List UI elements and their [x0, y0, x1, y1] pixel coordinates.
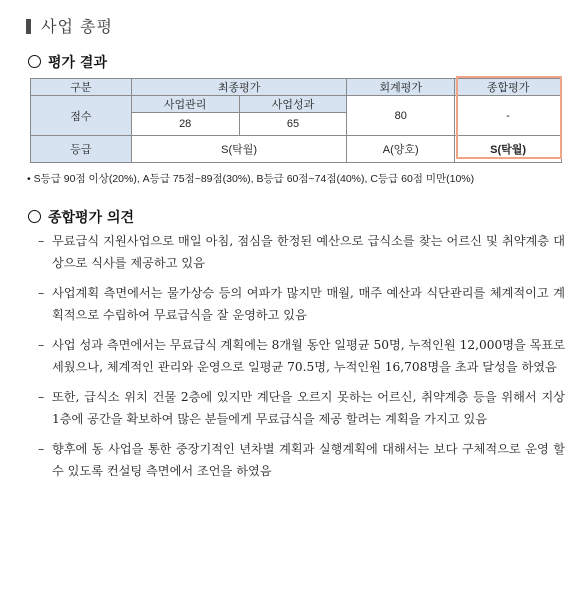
- overall-highlight-box: [456, 76, 562, 159]
- col-overall-header: 종합평가: [455, 79, 562, 96]
- opinion-heading: [28, 207, 134, 227]
- dash-icon: –: [38, 390, 45, 404]
- sub-business-mgmt-header: 사업관리: [131, 96, 239, 113]
- opinion-heading-text: 종합평가 의견: [48, 210, 135, 226]
- section-title: [26, 14, 113, 37]
- row-grade-header: 등급: [31, 136, 132, 163]
- row-score-header: 점수: [31, 96, 132, 136]
- grade-accounting-cell: A(양호): [347, 136, 455, 163]
- dash-icon: –: [38, 442, 45, 456]
- list-item: [38, 334, 565, 378]
- score-accounting-cell: 80: [347, 96, 455, 136]
- list-item: [38, 282, 565, 326]
- list-item-text: 또한, 급식소 위치 건물 2층에 있지만 계단을 오르지 못하는 어르신, 취약계층 등을 위해서 지상 1층에 공간을 확보하여 많은 분들에게 무료급식을 제공 할려는 계획을 가지고 있음: [52, 390, 565, 426]
- list-item-text: 향후에 동 사업을 통한 중장기적인 년차별 계획과 실행계획에 대해서는 보다 구체적으로 운영 할 수 있도록 컨설팅 측면에서 조언을 하였음: [52, 442, 565, 478]
- eval-result-heading: [28, 52, 107, 72]
- score-business-mgmt-cell: 28: [131, 113, 239, 136]
- col-final-header: 최종평가: [131, 79, 347, 96]
- score-business-result-cell: 65: [239, 113, 347, 136]
- section-title-text: 사업 총평: [41, 17, 113, 36]
- grade-overall-cell: S(탁월): [455, 136, 562, 163]
- col-category-header: 구분: [31, 79, 132, 96]
- sub-business-result-header: 사업성과: [239, 96, 347, 113]
- section-bar-icon: [26, 19, 31, 34]
- opinion-list: [38, 230, 565, 490]
- dash-icon: –: [38, 234, 45, 248]
- list-item: [38, 230, 565, 274]
- grade-final-cell: S(탁월): [131, 136, 347, 163]
- list-item-text: 사업계획 측면에서는 물가상승 등의 여파가 많지만 매월, 매주 예산과 식단관리를 체계적이고 계획적으로 수립하여 무료급식을 잘 운영하고 있음: [52, 286, 565, 322]
- list-item-text: 무료급식 지원사업으로 매일 아침, 점심을 한정된 예산으로 급식소를 찾는 어르신 및 취약계층 대상으로 식사를 제공하고 있음: [52, 234, 565, 270]
- eval-result-heading-text: 평가 결과: [48, 55, 107, 71]
- list-item-text: 사업 성과 측면에서는 무료급식 계획에는 8개월 동안 일평균 50명, 누적인원 12,000명을 목표로 세웠으나, 체계적인 관리와 운영으로 일평균 70.5명, 누적인원 16,708명을 초과 달성을 하였음: [52, 338, 565, 374]
- col-accounting-header: 회계평가: [347, 79, 455, 96]
- list-item: [38, 438, 565, 482]
- list-item: [38, 386, 565, 430]
- score-overall-cell: -: [455, 96, 562, 136]
- circle-icon: [28, 55, 41, 68]
- dash-icon: –: [38, 286, 45, 300]
- circle-icon: [28, 210, 41, 223]
- dash-icon: –: [38, 338, 45, 352]
- grade-note: • S등급 90점 이상(20%), A등급 75점~89점(30%), B등급 60점~74점(40%), C등급 60점 미만(10%): [27, 173, 475, 185]
